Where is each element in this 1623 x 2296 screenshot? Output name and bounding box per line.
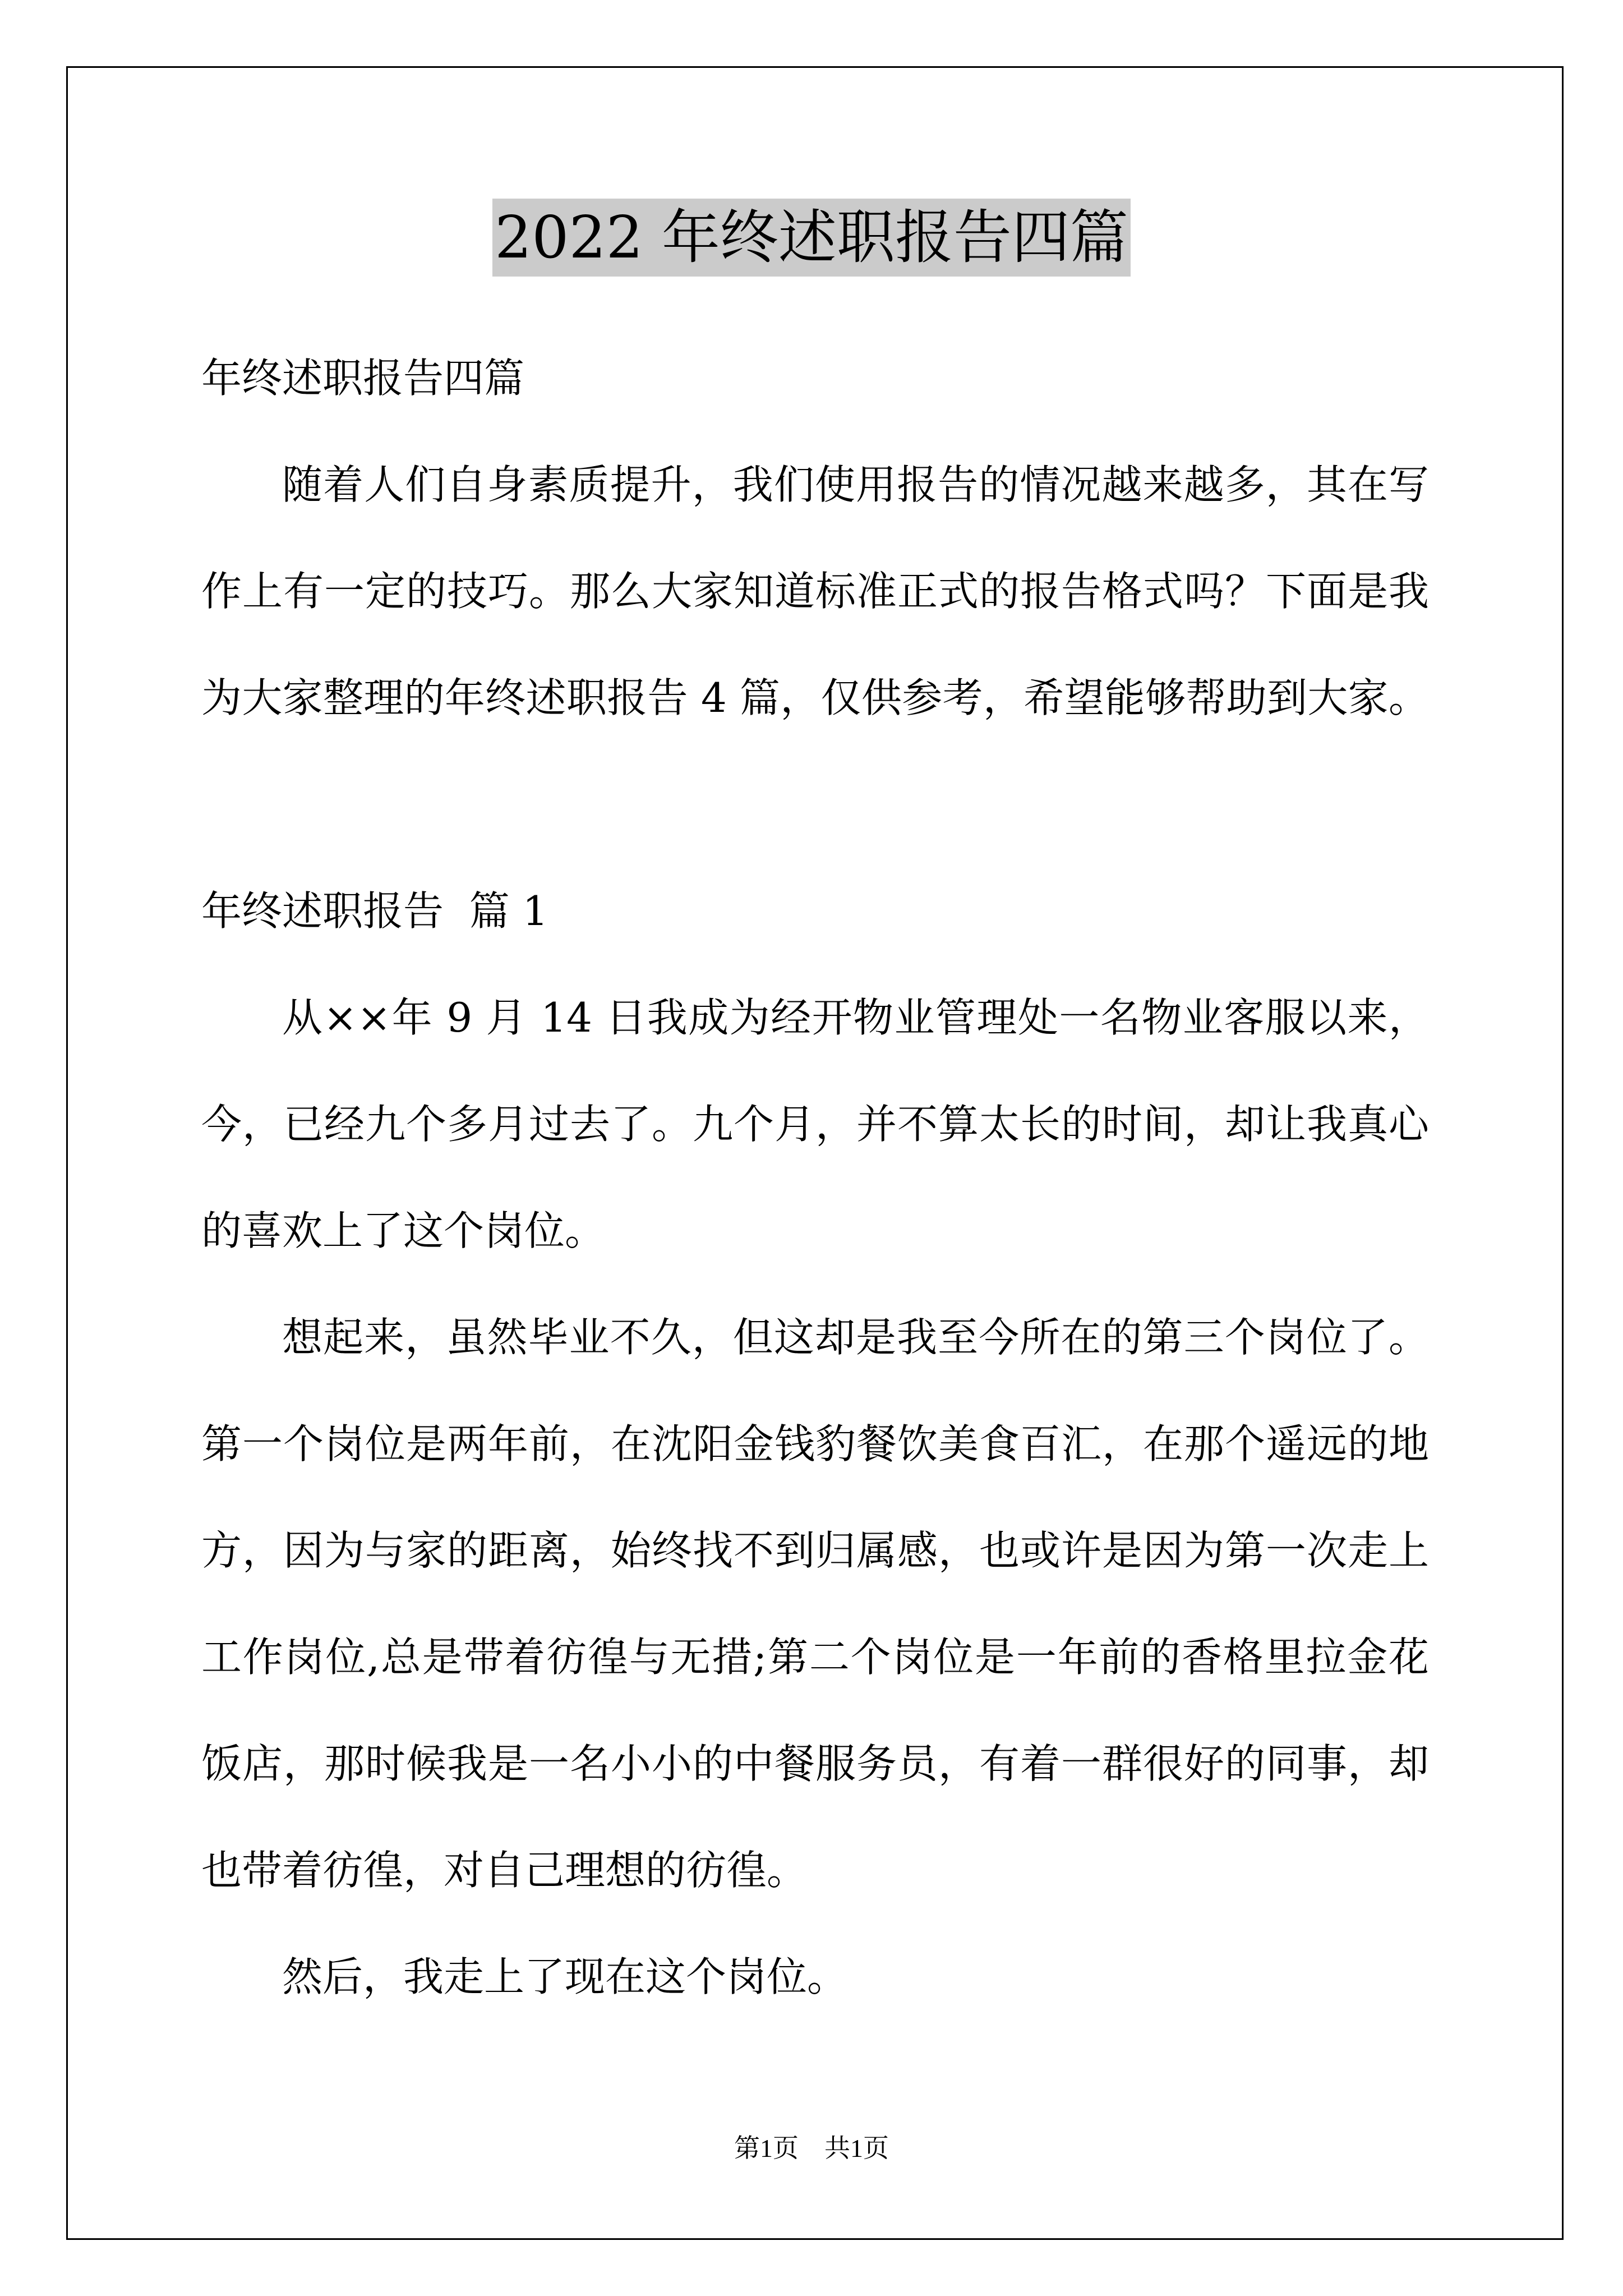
section-heading: 年终述职报告 篇 1 xyxy=(201,887,548,935)
section-paragraph xyxy=(201,964,1429,1284)
title-container xyxy=(0,199,1623,277)
section-paragraph xyxy=(201,1924,1429,2030)
intro-heading: 年终述职报告四篇 xyxy=(201,355,525,402)
section-paragraph xyxy=(201,1284,1429,1924)
document-body xyxy=(201,325,1429,2030)
page-footer: 第1页 共1页 xyxy=(734,2134,889,2162)
intro-paragraph xyxy=(201,431,1429,751)
paragraph-line: 饭店，那时候我是一名小小的中餐服务员，有着一群很好的同事，却 xyxy=(201,1740,1429,1787)
blank-line xyxy=(201,751,1429,858)
paragraph-line: 工作岗位,总是带着彷徨与无措;第二个岗位是一年前的香格里拉金花 xyxy=(201,1634,1429,1681)
paragraph-line: 随着人们自身素质提升，我们使用报告的情况越来越多，其在写 xyxy=(282,461,1429,508)
paragraph-line: 方，因为与家的距离，始终找不到归属感，也或许是因为第一次走上 xyxy=(201,1527,1429,1574)
document-title: 2022 年终述职报告四篇 xyxy=(492,199,1131,277)
paragraph-line: 为大家整理的年终述职报告 4 篇，仅供参考，希望能够帮助到大家。 xyxy=(201,674,1429,721)
paragraph-line: 从××年 9 月 14 日我成为经开物业管理处一名物业客服以来， xyxy=(282,994,1429,1041)
paragraph-line: 也带着彷徨，对自己理想的彷徨。 xyxy=(201,1847,808,1894)
paragraph-line: 想起来，虽然毕业不久，但这却是我至今所在的第三个岗位了。 xyxy=(282,1314,1429,1361)
paragraph-line: 今，已经九个多月过去了。九个月，并不算太长的时间，却让我真心 xyxy=(201,1101,1429,1148)
paragraph-line: 第一个岗位是两年前，在沈阳金钱豹餐饮美食百汇，在那个遥远的地 xyxy=(201,1420,1429,1467)
paragraph-line: 作上有一定的技巧。那么大家知道标准正式的报告格式吗？下面是我 xyxy=(201,568,1429,615)
paragraph-line: 然后，我走上了现在这个岗位。 xyxy=(282,1953,848,2000)
paragraph-line: 的喜欢上了这个岗位。 xyxy=(201,1207,606,1254)
